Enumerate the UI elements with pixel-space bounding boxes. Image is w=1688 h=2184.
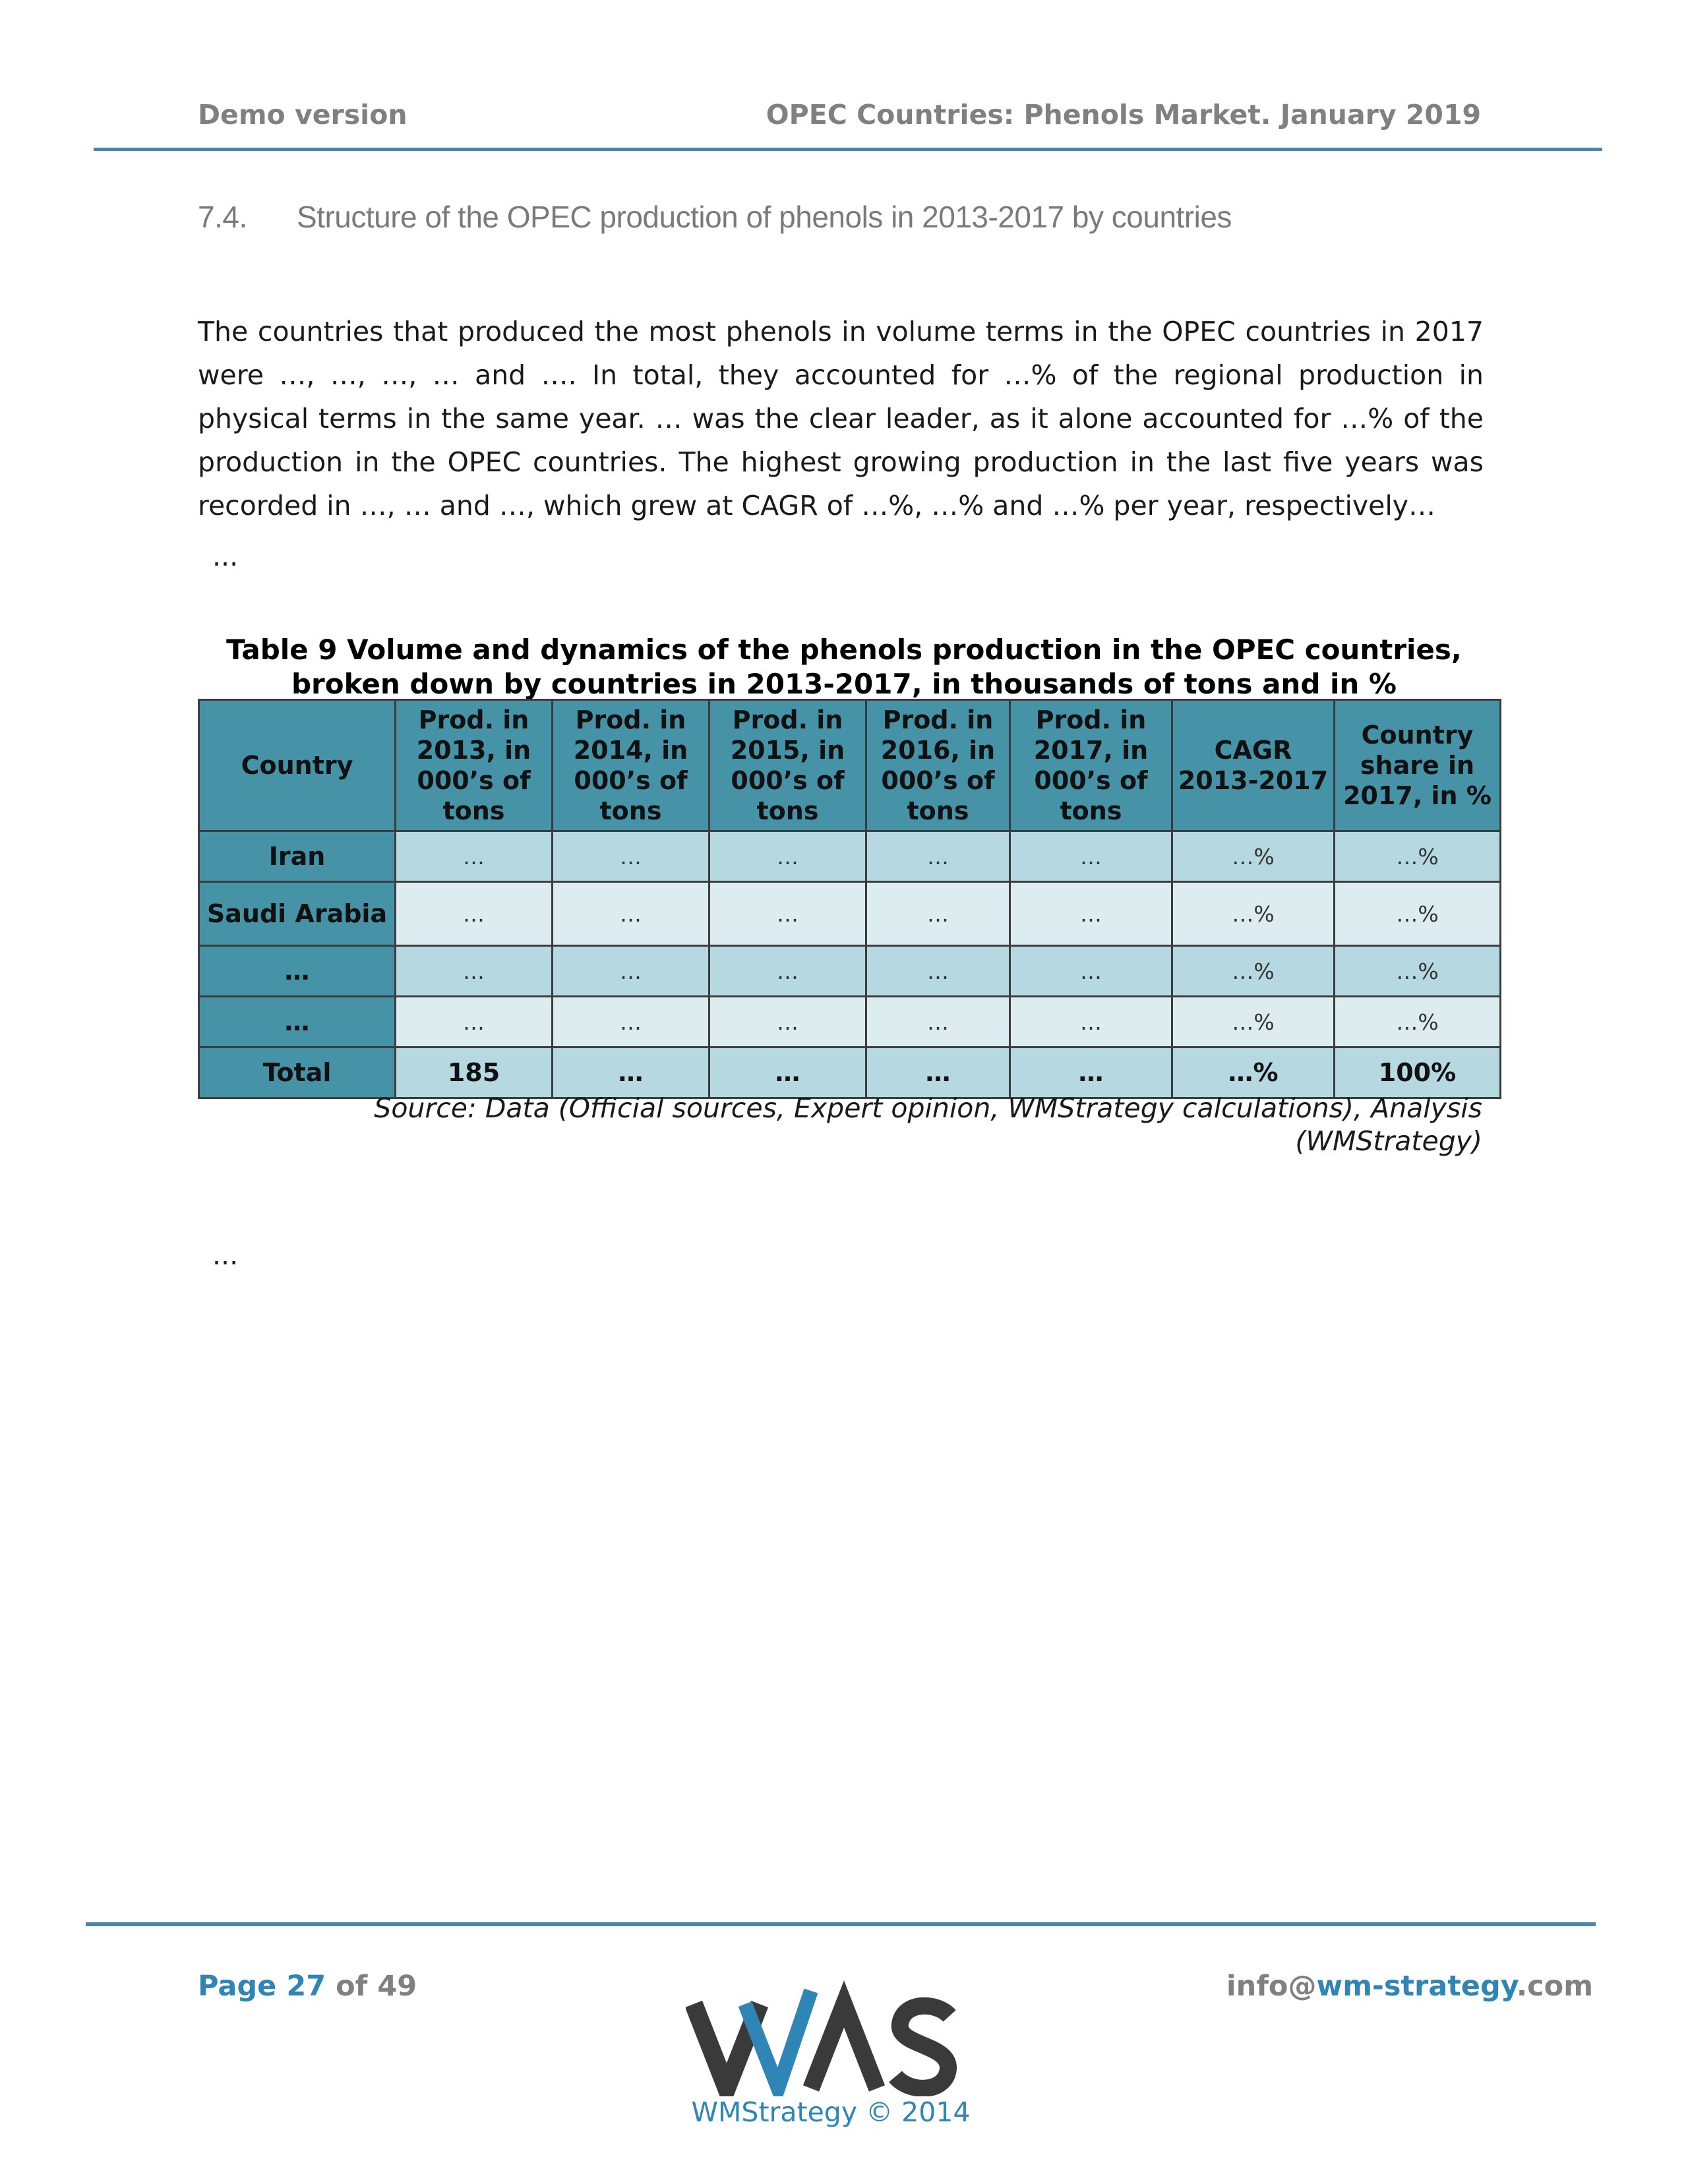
table-cell: …%: [1335, 882, 1501, 946]
header-divider: [94, 148, 1602, 151]
table-cell: …: [866, 831, 1010, 882]
table-source-note: [330, 1092, 1482, 1158]
table-cell: …: [709, 997, 866, 1048]
table-row: [199, 946, 1501, 997]
row-country: …: [199, 997, 396, 1048]
ellipsis-marker: ...: [212, 1239, 239, 1271]
row-country: Saudi Arabia: [199, 882, 396, 946]
table-total-row: [199, 1048, 1501, 1098]
row-country: …: [199, 946, 396, 997]
column-header: Prod. in 2014, in 000’s of tons: [553, 700, 709, 831]
row-country: Iran: [199, 831, 396, 882]
table-cell: …%: [1335, 946, 1501, 997]
table-row: [199, 997, 1501, 1048]
column-header: Country: [199, 700, 396, 831]
section-number: 7.4.: [198, 200, 247, 234]
section-heading: [198, 199, 1232, 235]
table-cell: …: [1010, 882, 1172, 946]
table-caption-line: broken down by countries in 2013-2017, in thousands of tons and in %: [291, 668, 1397, 700]
column-header: Prod. in 2016, in 000’s of tons: [866, 700, 1010, 831]
page-total: of 49: [336, 1970, 417, 2003]
column-header: Country share in 2017, in %: [1335, 700, 1501, 831]
table-cell: …: [396, 997, 553, 1048]
table-cell: …: [1010, 946, 1172, 997]
table-cell: …: [553, 997, 709, 1048]
table-cell: …: [396, 882, 553, 946]
table-cell: …: [866, 997, 1010, 1048]
page-number: 27: [286, 1970, 326, 2003]
contact-email[interactable]: [1226, 1970, 1593, 2003]
table-cell: …: [709, 882, 866, 946]
column-header: Prod. in 2017, in 000’s of tons: [1010, 700, 1172, 831]
table-cell: …: [866, 882, 1010, 946]
table-cell: …: [396, 946, 553, 997]
table-cell: …: [553, 882, 709, 946]
email-domain: wm-strategy: [1316, 1970, 1517, 2003]
table-row: [199, 831, 1501, 882]
table-cell: …%: [1335, 831, 1501, 882]
table-cell: …%: [1172, 1048, 1335, 1098]
table-cell: 100%: [1335, 1048, 1501, 1098]
table-cell: …%: [1172, 997, 1335, 1048]
email-tld: .com: [1516, 1970, 1593, 2003]
source-line: (WMStrategy): [1295, 1125, 1482, 1157]
table-cell: …: [709, 946, 866, 997]
table-cell: 185: [396, 1048, 553, 1098]
table-cell: …%: [1172, 831, 1335, 882]
table-caption-line: Table 9 Volume and dynamics of the phenols production in the OPEC countries,: [226, 634, 1462, 666]
table-cell: …: [866, 946, 1010, 997]
column-header: Prod. in 2013, in 000’s of tons: [396, 700, 553, 831]
production-table: [198, 699, 1501, 1099]
table-cell: …%: [1335, 997, 1501, 1048]
table-cell: …%: [1172, 882, 1335, 946]
wms-logo: [686, 1978, 963, 2096]
copyright-text: WMStrategy © 2014: [691, 2096, 971, 2128]
header-document-title: OPEC Countries: Phenols Market. January 2019: [766, 99, 1481, 131]
table-cell: …: [553, 946, 709, 997]
table-cell: …: [709, 831, 866, 882]
table-cell: …: [553, 1048, 709, 1098]
table-cell: …: [1010, 1048, 1172, 1098]
table-cell: …: [1010, 831, 1172, 882]
column-header: CAGR 2013-2017: [1172, 700, 1335, 831]
section-title-text: Structure of the OPEC production of phenols in 2013-2017 by countries: [297, 200, 1232, 234]
table-cell: …%: [1172, 946, 1335, 997]
column-header: Prod. in 2015, in 000’s of tons: [709, 700, 866, 831]
ellipsis-marker: ...: [212, 541, 239, 572]
table-header-row: [199, 700, 1501, 831]
source-line: Source: Data (Official sources, Expert opinion, WMStrategy calculations), Analysis: [374, 1092, 1482, 1124]
email-user: info@: [1226, 1970, 1317, 2003]
table-caption: [198, 633, 1490, 701]
table-cell: …: [553, 831, 709, 882]
footer-divider: [86, 1922, 1596, 1926]
body-paragraph: The countries that produced the most phenols in volume terms in the OPEC countries in 2017 were …, …, …, … and …. In total, they accounted for …% of the regional production in physical terms in the same year. … was the clear leader, as it alone accounted for …% of the production in the OPEC countries. The highest growing production in the last five years was recorded in …, … and …, which grew at CAGR of …%, …% and …% per year, respectively…: [198, 316, 1484, 521]
page-indicator: [198, 1970, 417, 2003]
table-cell: …: [866, 1048, 1010, 1098]
table-row: [199, 882, 1501, 946]
header-demo-label: Demo version: [198, 99, 407, 131]
page-label: Page: [198, 1970, 277, 2003]
table-cell: …: [709, 1048, 866, 1098]
row-country: Total: [199, 1048, 396, 1098]
table-cell: …: [396, 831, 553, 882]
table-cell: …: [1010, 997, 1172, 1048]
